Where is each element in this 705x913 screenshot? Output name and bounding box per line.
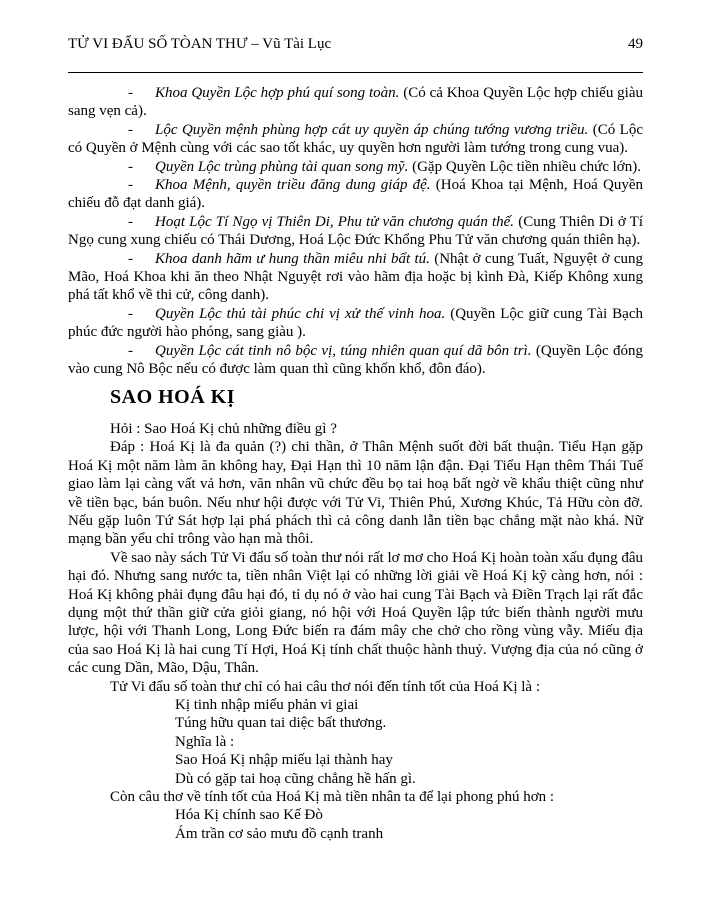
- page-content: [68, 84, 643, 843]
- bullet-item: [68, 121, 643, 158]
- bullet-italic-text: Khoa Mệnh, quyền triều đăng dung giáp đệ.: [155, 177, 431, 194]
- bullet-italic-text: Quyền Lộc trùng phùng tài quan song mỹ.: [155, 158, 409, 175]
- poem-intro: Tử Vi đẩu số toàn thư chỉ có hai câu thơ nói đến tính tốt của Hoá Kị là :: [110, 678, 541, 695]
- bullet-gloss-text: (Gặp Quyền Lộc tiền nhiều chức lớn).: [412, 158, 641, 175]
- poem-block-2: [175, 806, 643, 843]
- second-poem-intro: Còn câu thơ về tính tốt của Hoá Kị mà tiền nhân ta để lại phong phú hơn :: [110, 789, 555, 806]
- bullet-item: [68, 213, 643, 250]
- book-title: TỬ VI ĐẨU SỐ TÒAN THƯ – Vũ Tài Lục: [68, 36, 332, 52]
- bullet-dash: -: [128, 250, 133, 267]
- page-number: 49: [628, 36, 643, 52]
- bullet-italic-text: Lộc Quyền mệnh phùng hợp cát uy quyền áp chúng tướng vương triều.: [155, 121, 589, 138]
- page-header: [68, 36, 643, 53]
- bullet-dash: -: [128, 342, 133, 359]
- poem-line: Sao Hoá Kị nhập miếu lại thành hay: [175, 752, 393, 769]
- bullet-item: [68, 84, 643, 121]
- bullet-dash: -: [128, 177, 133, 194]
- bullet-dash: -: [128, 213, 133, 230]
- bullet-item: [68, 342, 643, 379]
- bullet-gloss-text: (Có Lộc có Quyền ở Mệnh cùng với các sao tốt khác, uy quyền hơn người làm tướng trong cung vua).: [68, 121, 643, 157]
- poem-line: Kị tinh nhập miếu phản vi giai: [175, 697, 359, 713]
- bullet-gloss-text: (Có cả Khoa Quyền Lộc hợp chiếu giàu sang vẹn cả).: [68, 85, 643, 120]
- answer-paragraph: Đáp : Hoá Kị là đa quản (?) chi thần, ở Thân Mệnh suốt đời bất thuận. Tiểu Hạn gặp Hoá Kị một năm làm ăn không hay, Đại Hạn thì 10 năm lận đận. Đại Tiểu Hạn thêm Thái Tuế giao làm lại càng vất vả hơn, văn nhân vũ chức đều bọ tai hoạ bất ngờ về khẩu thiệt cũng như về tiền bạc, bán buôn. Nếu như hội được với Tử Vi, Thiên Phú, Xương Khúc, Tả Hữu còn đỡ. Nếu gặp luôn Tứ Sát hợp lại phá phách thì cả công danh lẫn tiền bạc chẳng mặt nào khá. Nữ mạng bần yểu chỉ trông vào hạn mà thôi.: [68, 439, 643, 548]
- question-paragraph: Hỏi : Sao Hoá Kị chủ những điều gì ?: [110, 420, 337, 437]
- bullet-italic-text: Hoạt Lộc Tí Ngọ vị Thiên Di, Phu tử văn chương quán thế.: [155, 213, 515, 230]
- bullet-gloss-text: (Nhật ở cung Tuất, Nguyệt ở cung Mão, Hoá Khoa khi ăn theo Nhật Nguyệt rơi vào hãm địa hoặc bị kình Đà, Kiếp Không xung phá tất khổ về thi cử, công danh).: [68, 250, 643, 304]
- bullet-dash: -: [128, 305, 133, 322]
- bullet-italic-text: Quyền Lộc thủ tài phúc chi vị xử thế vinh hoa.: [155, 305, 446, 322]
- bullet-gloss-text: (Quyền Lộc đóng vào cung Nô Bộc nếu có được làm quan thì cũng khốn khổ, đôn đáo).: [68, 342, 644, 378]
- poem-block-1: [175, 696, 643, 788]
- poem-line: Hóa Kị chính sao Kế Đò: [175, 807, 323, 824]
- bullet-item: [68, 158, 643, 176]
- bullet-italic-text: Quyền Lộc cát tinh nô bộc vị, túng nhiên quan quí dã bôn trì.: [155, 342, 532, 359]
- section-heading: SAO HOÁ KỊ: [110, 385, 236, 408]
- bullet-gloss-text: (Cung Thiên Di ở Tí Ngọ cung xung chiếu có Thái Dương, Hoá Lộc Đức Khổng Phu Tử văn chương quán thiên hạ).: [68, 213, 643, 249]
- bullet-italic-text: Khoa Quyền Lộc hợp phú quí song toàn.: [155, 85, 400, 101]
- bullet-gloss-text: (Hoá Khoa tại Mệnh, Hoá Quyền chiếu đỗ đạt danh giá).: [68, 177, 643, 212]
- poem-line: Túng hữu quan tai diệc bất thương.: [175, 715, 387, 732]
- bullet-dash: -: [128, 85, 133, 101]
- header-divider: [68, 72, 643, 73]
- bullet-dash: -: [128, 121, 133, 138]
- poem-line: Dù có gặp tai hoạ cũng chẳng hề hấn gì.: [175, 770, 416, 787]
- bullet-italic-text: Khoa danh hãm ư hung thần miêu nhi bất tú.: [155, 250, 430, 267]
- poem-line: Nghĩa là :: [175, 733, 235, 750]
- bullet-item: [68, 176, 643, 213]
- bullet-dash: -: [128, 158, 133, 175]
- poem-line: Ám trần cơ sảo mưu đồ cạnh tranh: [175, 825, 384, 842]
- bullet-item: [68, 250, 643, 305]
- commentary-paragraph: Về sao này sách Tử Vi đẩu số toàn thư nói rất lơ mơ cho Hoá Kị hoàn toàn xấu đụng đâu hại đó. Nhưng sang nước ta, tiền nhân Việt lại có những lời giải về Hoá Kị kỹ càng hơn, nói : Hoá Kị không phải đụng đâu hại đó, tỉ dụ nó ở vào hai cung Tài Bạch và Điền Trạch lại rất đắc dụng một thứ thần giữ cửa giỏi giang, nó hội với Hoá Quyền lập tức biến thành người mưu lược, hội với Thanh Long, Long Đức biến ra đám mây che chở cho rồng vùng vẫy. Miếu địa của sao Hoá Kị là hai cung Tí Hợi, Hoá Kị tính chất thuộc hành thuỷ. Vượng địa của nó cũng ở các cung Dần, Mão, Dậu, Thân.: [68, 549, 643, 677]
- bullet-item: [68, 305, 643, 342]
- bullet-gloss-text: (Quyền Lộc giữ cung Tài Bạch phúc đức người hào phóng, sang giàu ).: [68, 305, 643, 341]
